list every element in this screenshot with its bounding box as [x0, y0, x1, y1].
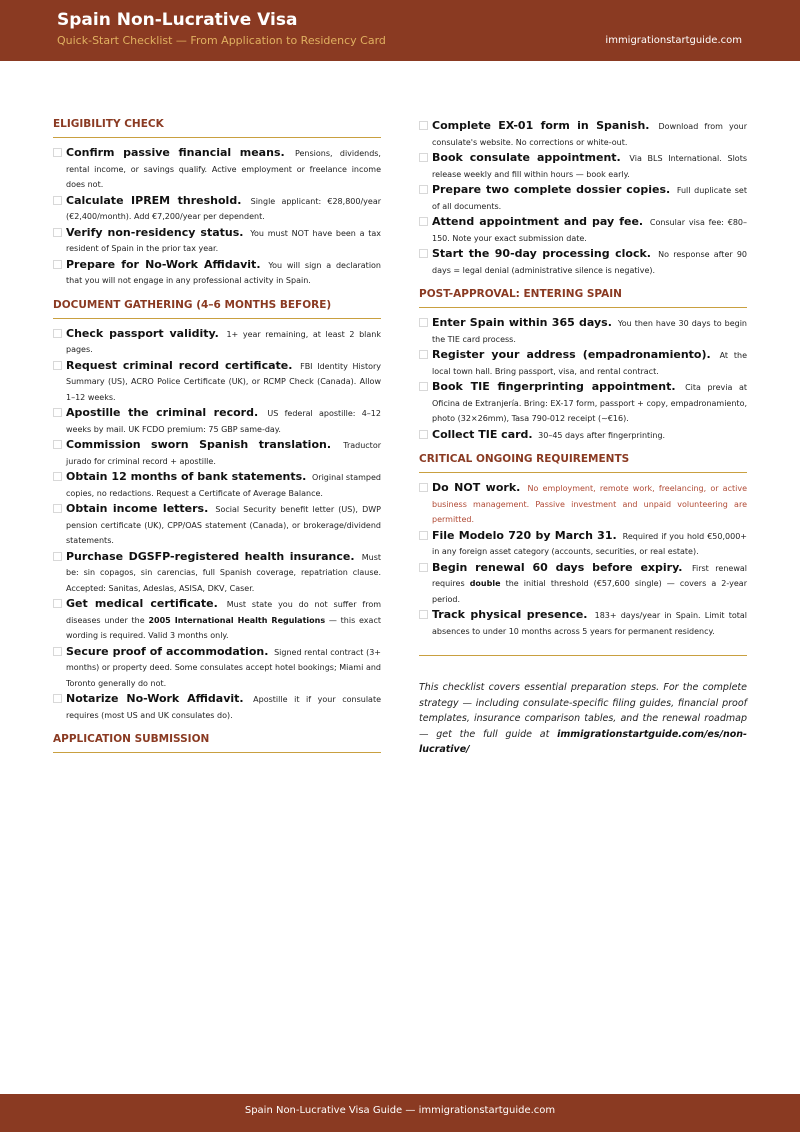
checklist-item: [53, 644, 381, 692]
checklist-item: [419, 528, 747, 560]
checkbox[interactable]: [53, 504, 62, 513]
page-footer: [0, 1094, 800, 1132]
checkbox[interactable]: [419, 563, 428, 572]
header-site-link[interactable]: immigrationstartguide.com: [605, 35, 742, 46]
item-description: Pensions, dividends, rental income, or savings qualify. Active employment or freelance income does not.: [66, 149, 381, 189]
checklist-item: [419, 182, 747, 214]
checklist-item: [53, 596, 381, 644]
checklist-item: [53, 145, 381, 193]
section-heading-eligibility: ELIGIBILITY CHECK: [53, 118, 381, 138]
item-title: Complete EX-01 form in Spanish.: [432, 119, 650, 132]
checklist-item: [53, 257, 381, 289]
section-heading-application: APPLICATION SUBMISSION: [53, 733, 381, 753]
checkbox[interactable]: [419, 531, 428, 540]
checklist-item: [419, 427, 747, 444]
item-title: Collect TIE card.: [432, 427, 533, 441]
item-title: Do NOT work.: [432, 481, 521, 494]
checklist-item: [53, 358, 381, 406]
checkbox[interactable]: [53, 260, 62, 269]
item-title: Prepare two complete dossier copies.: [432, 183, 671, 196]
checklist-item: [419, 150, 747, 182]
item-description: US federal apostille: 4–12 weeks by mail. UK FCDO premium: 75 GBP same-day.: [66, 409, 381, 434]
checkbox[interactable]: [53, 196, 62, 205]
checklist-item: [419, 560, 747, 608]
item-description: You must NOT have been a tax resident of Spain in the prior tax year.: [66, 228, 381, 253]
item-description: Traductor jurado for criminal record + apostille.: [66, 441, 382, 466]
guide-link[interactable]: immigrationstartguide.com/es/non-lucrative/: [419, 728, 747, 755]
checklist-item: [53, 549, 381, 597]
item-description: You will sign a declaration that you will not engage in any professional activity in Spain.: [66, 260, 382, 285]
checklist-item: [53, 691, 381, 723]
page-header: [0, 0, 800, 61]
item-description-emphasis: double: [469, 579, 501, 588]
closing-note: [419, 680, 747, 758]
checkbox[interactable]: [419, 350, 428, 359]
checkbox[interactable]: [53, 694, 62, 703]
item-description: Download from your consulate's website. No corrections or white-out.: [432, 122, 747, 147]
item-title: Book TIE fingerprinting appointment.: [432, 380, 676, 393]
checkbox[interactable]: [53, 148, 62, 157]
item-title: Commission sworn Spanish translation.: [66, 438, 332, 451]
item-title: Get medical certificate.: [66, 597, 218, 610]
checklist-item: [419, 118, 747, 150]
right-column: [419, 118, 747, 758]
item-description: No employment, remote work, freelancing, or active business management. Passive investment and unpaid volunteering are permitted.: [432, 484, 748, 524]
checklist-item-warning: [419, 480, 747, 528]
item-description: 183+ days/year in Spain. Limit total absences to under 10 months across 5 years for permanent residency.: [432, 611, 747, 636]
item-title: Apostille the criminal record.: [66, 406, 259, 419]
checkbox[interactable]: [53, 552, 62, 561]
closing-note-text: This checklist covers essential preparation steps. For the complete strategy — including consulate-specific filing guides, financial proof templates, insurance comparison tables, and the renewal roadmap — get the full guide at: [419, 682, 747, 740]
section-heading-post-approval: POST-APPROVAL: ENTERING SPAIN: [419, 288, 747, 308]
item-description: You then have 30 days to begin the TIE card process.: [432, 319, 748, 344]
item-description: Social Security benefit letter (US), DWP pension certificate (UK), CPP/OAS statement (Canada), or brokerage/dividend statements.: [66, 505, 381, 545]
item-description: Must be: sin copagos, sin carencias, full Spanish coverage, repatriation clause. Accepted: Sanitas, Adeslas, ASISA, DKV, Caser.: [66, 552, 381, 593]
checklist-item: [419, 214, 747, 246]
checklist-item: [53, 469, 381, 501]
divider: [419, 655, 747, 656]
item-title: Register your address (empadronamiento).: [432, 348, 711, 361]
item-description: Original stamped copies, no redactions. Request a Certificate of Average Balance.: [66, 473, 382, 498]
item-title: Attend appointment and pay fee.: [432, 215, 644, 228]
item-description: Apostille it if your consulate requires (most US and UK consulates do).: [66, 695, 382, 720]
checklist-item: [419, 347, 747, 379]
footer-text: Spain Non-Lucrative Visa Guide — immigrationstartguide.com: [244, 1105, 556, 1116]
item-description: Single applicant: €28,800/year (€2,400/month). Add €7,200/year per dependent.: [66, 196, 382, 221]
item-description-part: the initial threshold (€57,600 single) — covers a 2-year period.: [432, 579, 747, 604]
item-title: Start the 90-day processing clock.: [432, 247, 651, 260]
item-title: Request criminal record certificate.: [66, 358, 293, 372]
item-title: Purchase DGSFP-registered health insurance.: [66, 549, 355, 563]
checkbox[interactable]: [53, 228, 62, 237]
checklist-item: [419, 246, 747, 278]
checkbox[interactable]: [53, 440, 62, 449]
checkbox[interactable]: [53, 472, 62, 481]
item-description: Via BLS International. Slots release weekly and fill within hours — book early.: [432, 154, 748, 179]
item-description: Full duplicate set of all documents.: [432, 186, 747, 211]
checkbox[interactable]: [419, 382, 428, 391]
item-description-part: First renewal requires: [432, 563, 748, 588]
section-heading-ongoing: CRITICAL ONGOING REQUIREMENTS: [419, 453, 747, 473]
item-description: FBI Identity History Summary (US), ACRO Police Certificate (UK), or RCMP Check (Canada). Allow 1–12 weeks.: [66, 361, 381, 402]
checklist-item: [53, 405, 381, 437]
item-title: Enter Spain within 365 days.: [432, 316, 612, 329]
item-title: Book consulate appointment.: [432, 151, 621, 164]
item-title: Obtain 12 months of bank statements.: [66, 470, 307, 483]
checkbox[interactable]: [53, 647, 62, 656]
checklist-item: [53, 326, 381, 358]
page-subtitle: Quick-Start Checklist — From Application to Residency Card: [57, 34, 386, 47]
item-title: Notarize No-Work Affidavit.: [66, 692, 244, 705]
item-description: Required if you hold €50,000+ in any foreign asset category (accounts, securities, or real estate).: [432, 531, 747, 556]
checklist-item: [53, 193, 381, 225]
checkbox[interactable]: [419, 318, 428, 327]
checkbox[interactable]: [53, 408, 62, 417]
item-description: Consular visa fee: €80–150. Note your exact submission date.: [432, 218, 747, 243]
item-title: Check passport validity.: [66, 326, 219, 340]
checkbox[interactable]: [53, 361, 62, 370]
checklist-item: [53, 501, 381, 549]
item-title: Prepare for No-Work Affidavit.: [66, 257, 261, 271]
checkbox[interactable]: [419, 430, 428, 439]
checkbox[interactable]: [419, 483, 428, 492]
checkbox[interactable]: [419, 121, 428, 130]
checklist-item: [419, 315, 747, 347]
checkbox[interactable]: [419, 249, 428, 258]
item-description: 1+ year remaining, at least 2 blank pages.: [66, 329, 382, 354]
item-description: Signed rental contract (3+ months) or property deed. Some consulates accept hotel bookings; Miami and Toronto generally do not.: [66, 647, 382, 688]
checkbox[interactable]: [53, 329, 62, 338]
item-title: Track physical presence.: [432, 608, 588, 621]
checkbox[interactable]: [419, 217, 428, 226]
item-description: At the local town hall. Bring passport, visa, and rental contract.: [432, 351, 748, 376]
checklist-item: [419, 607, 747, 639]
checkbox[interactable]: [419, 610, 428, 619]
checklist-item: [53, 225, 381, 257]
item-title: Obtain income letters.: [66, 502, 209, 515]
item-description-part: — this exact wording is required. Valid 3 months only.: [66, 615, 381, 640]
checkbox[interactable]: [53, 599, 62, 608]
page-title: Spain Non-Lucrative Visa: [57, 10, 298, 30]
checkbox[interactable]: [419, 185, 428, 194]
item-title: Calculate IPREM threshold.: [66, 193, 242, 207]
checklist-item: [419, 379, 747, 427]
item-title: File Modelo 720 by March 31.: [432, 528, 617, 542]
item-title: Confirm passive financial means.: [66, 146, 285, 159]
section-heading-documents: DOCUMENT GATHERING (4–6 MONTHS BEFORE): [53, 299, 381, 319]
checklist-item: [53, 437, 381, 469]
item-title: Verify non-residency status.: [66, 225, 244, 239]
item-description: Cita previa at Oficina de Extranjería. Bring: EX-17 form, passport + copy, empadronamiento, photo (32×26mm), Tasa 790-012 receipt (~€16).: [432, 383, 747, 423]
item-description: 30–45 days after fingerprinting.: [538, 430, 666, 440]
item-title: Begin renewal 60 days before expiry.: [432, 560, 683, 574]
item-title: Secure proof of accommodation.: [66, 644, 269, 658]
left-column: [53, 118, 381, 760]
item-description-part: Must state you do not suffer from diseases under the: [66, 600, 382, 625]
item-description-emphasis: 2005 International Health Regulations: [148, 615, 326, 625]
item-description: No response after 90 days = legal denial (administrative silence is negative).: [432, 250, 748, 275]
checkbox[interactable]: [419, 153, 428, 162]
